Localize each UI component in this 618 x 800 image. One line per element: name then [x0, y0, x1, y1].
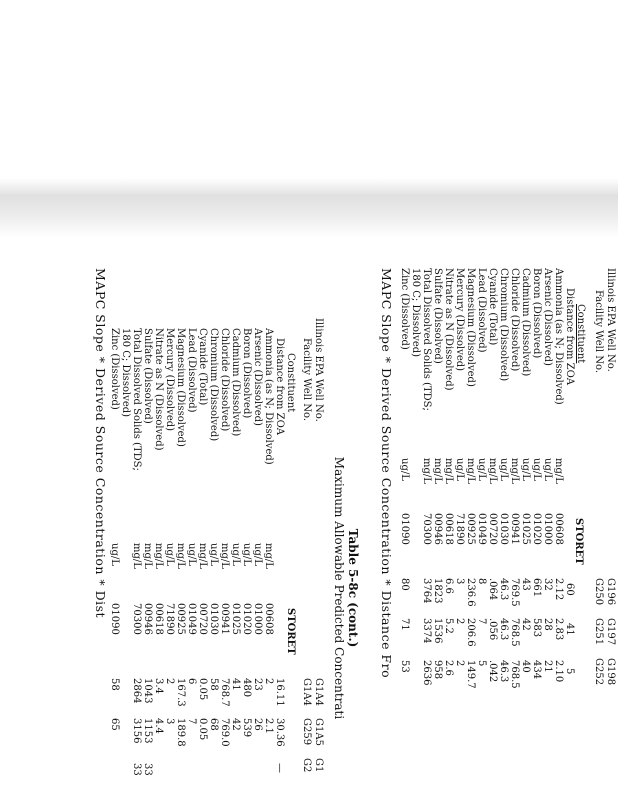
value-column-3 — [109, 763, 274, 776]
value-cell — [410, 578, 421, 607]
table-subtitle: Maximum Allowable Predicted Concentrati — [332, 456, 346, 720]
value-cell: 189.8 — [175, 718, 186, 747]
well-no-label: Illinois EPA Well No. — [605, 268, 616, 372]
value-cell: 539 — [241, 718, 252, 738]
unit-cell: mg/L — [263, 543, 274, 569]
distance-value-3: 5 — [564, 668, 575, 675]
distance-value-1: 16.11 — [274, 678, 285, 707]
list-item: Arsenic (Dissolved) — [252, 328, 263, 426]
value-cell: 26 — [252, 718, 263, 731]
well-bottom-3: G2 — [301, 758, 312, 773]
value-cell: .042 — [487, 660, 498, 683]
value-cell — [208, 763, 219, 776]
value-cell: 65 — [109, 718, 120, 731]
unit-cell: mg/L — [487, 458, 498, 484]
storet-cell: 70300 — [131, 603, 142, 635]
value-cell: 2.1 — [263, 718, 274, 734]
value-cell: 8 — [476, 578, 487, 585]
list-item: Chloride (Dissolved) — [509, 268, 520, 372]
value-cell: 6.6 — [443, 578, 454, 594]
storet-cell: 00720 — [197, 603, 208, 635]
list-item: Cadmium (Dissolved) — [230, 328, 241, 437]
well-bottom-3: G252 — [593, 658, 604, 686]
value-cell: .064 — [487, 578, 498, 601]
footer-formula: MAPC Slope * Derived Source Concentration * Dist — [93, 268, 108, 619]
value-cell: 2864 — [131, 678, 142, 704]
value-cell: 958 — [432, 660, 443, 680]
value-column-2 — [399, 618, 564, 647]
value-cell: 3 — [454, 578, 465, 585]
value-cell — [186, 763, 197, 776]
value-cell: 167.3 — [175, 678, 186, 707]
list-item: Magnesium (Dissolved) — [175, 328, 186, 447]
value-cell — [109, 763, 120, 776]
value-cell: 0.05 — [197, 678, 208, 701]
value-cell: 46.3 — [498, 618, 509, 641]
storet-cell: 00946 — [142, 603, 153, 635]
storet-cell: 00720 — [487, 513, 498, 545]
value-cell: 434 — [531, 660, 542, 680]
value-cell: 43 — [520, 578, 531, 591]
storet-cell: 71890 — [164, 603, 175, 635]
unit-cell — [120, 543, 131, 569]
list-item: Nitrate as N (Dissolved) — [153, 328, 164, 451]
list-item: Chloride (Dissolved) — [219, 328, 230, 432]
value-cell — [120, 678, 131, 707]
value-cell: 42 — [520, 618, 531, 631]
storet-cell: 00618 — [443, 513, 454, 545]
value-column-1 — [399, 578, 564, 607]
well-no-label: Illinois EPA Well No. — [313, 318, 324, 422]
value-cell: 769.5 — [509, 578, 520, 607]
value-cell — [410, 660, 421, 689]
value-cell: 7 — [186, 718, 197, 725]
value-cell: 4.4 — [153, 718, 164, 734]
value-cell: 21 — [542, 660, 553, 673]
value-cell: 7 — [476, 618, 487, 625]
unit-cell: mg/L — [509, 458, 520, 484]
value-cell: 2636 — [421, 660, 432, 686]
table-panel-bottom — [90, 268, 360, 788]
footer-formula: MAPC Slope * Derived Source Concentration * Distance Fro — [379, 268, 394, 679]
well-top-3: G1 — [313, 758, 324, 773]
storet-cell: 01090 — [109, 603, 120, 635]
storet-cell: 01000 — [252, 603, 263, 635]
value-cell: 33 — [142, 763, 153, 776]
value-column-1 — [109, 678, 274, 707]
storet-header: STORET — [573, 518, 584, 565]
storet-cell: 01020 — [241, 603, 252, 635]
value-cell — [175, 763, 186, 776]
value-cell: 58 — [208, 678, 219, 691]
list-item: Ammonia (as N; Dissolved) — [263, 328, 274, 465]
value-cell: 3764 — [421, 578, 432, 604]
unit-cell: mg/L — [175, 543, 186, 569]
unit-column — [109, 543, 274, 569]
constituent-column — [399, 268, 564, 411]
storet-cell: 01025 — [230, 603, 241, 635]
table-panel-top — [353, 268, 618, 788]
unit-cell: mg/L — [219, 543, 230, 569]
well-bottom-1: G1A4 — [301, 678, 312, 706]
list-item: Magnesium (Dissolved) — [465, 268, 476, 387]
value-cell: 80 — [399, 578, 410, 591]
value-cell — [241, 763, 252, 776]
storet-cell: 00941 — [219, 603, 230, 635]
value-cell: 236.6 — [465, 578, 476, 607]
value-cell: 42 — [230, 718, 241, 731]
list-item: Boron (Dissolved) — [241, 328, 252, 419]
value-cell: 33 — [131, 763, 142, 776]
distance-value-3: — — [274, 763, 285, 773]
list-item: Zinc (Dissolved) — [109, 328, 120, 410]
storet-cell: 01030 — [498, 513, 509, 545]
storet-cell: 01030 — [208, 603, 219, 635]
distance-label: Distance from ZOA — [274, 338, 285, 435]
list-item: Sulfate (Dissolved) — [142, 328, 153, 424]
value-cell: 2.6 — [443, 660, 454, 676]
unit-cell: ug/L — [241, 543, 252, 566]
value-cell: 1153 — [142, 718, 153, 744]
value-column-2 — [109, 718, 274, 747]
unit-cell: mg/L — [443, 458, 454, 484]
value-cell: 46.3 — [498, 660, 509, 683]
value-cell: 2.12 — [553, 578, 564, 601]
value-cell: 2.10 — [553, 660, 564, 683]
list-item: Cyanide (Total) — [487, 268, 498, 346]
value-cell: 2.83 — [553, 618, 564, 641]
value-cell: 46.3 — [498, 578, 509, 601]
unit-cell: ug/L — [476, 458, 487, 481]
list-item: Mercury (Dissolved) — [454, 268, 465, 372]
value-cell: 583 — [531, 618, 542, 638]
distance-label: Distance from ZOA — [564, 288, 575, 385]
table-title: Table 5-8c (cont.) — [346, 528, 360, 648]
value-cell: 769.0 — [219, 718, 230, 747]
value-cell: 6 — [186, 678, 197, 685]
storet-cell: 00946 — [432, 513, 443, 545]
value-cell: 1043 — [142, 678, 153, 704]
value-cell: 68 — [208, 718, 219, 731]
value-cell: 28 — [542, 618, 553, 631]
value-cell — [230, 763, 241, 776]
list-item: Ammonia (as N; Dissolved) — [553, 268, 564, 405]
storet-cell: 00925 — [175, 603, 186, 635]
value-cell: 480 — [241, 678, 252, 698]
list-item: Total Dissolved Solids (TDS; — [421, 268, 432, 411]
list-item: Lead (Dissolved) — [476, 268, 487, 353]
unit-cell: ug/L — [164, 543, 175, 566]
value-cell: 206.6 — [465, 618, 476, 647]
value-cell: 2 — [263, 678, 274, 685]
unit-cell: mg/L — [553, 458, 564, 484]
value-cell: 2 — [164, 678, 175, 685]
unit-cell: ug/L — [186, 543, 197, 566]
value-cell — [263, 763, 274, 776]
storet-cell: 01000 — [542, 513, 553, 545]
value-cell: 5.2 — [443, 618, 454, 634]
value-cell: 41 — [230, 678, 241, 691]
value-cell: 3 — [164, 718, 175, 725]
unit-cell: ug/L — [230, 543, 241, 566]
storet-cell: 71890 — [454, 513, 465, 545]
well-top-2: G1A5 — [313, 718, 324, 746]
unit-cell: mg/L — [197, 543, 208, 569]
value-cell — [252, 763, 263, 776]
unit-cell: ug/L — [542, 458, 553, 481]
list-item: Lead (Dissolved) — [186, 328, 197, 413]
storet-cell: 00925 — [465, 513, 476, 545]
storet-cell: 00608 — [553, 513, 564, 545]
unit-cell: mg/L — [421, 458, 432, 484]
list-item: 180 C; Dissolved) — [120, 328, 131, 418]
value-cell: 1823 — [432, 578, 443, 604]
value-cell — [197, 763, 208, 776]
value-cell: 768.5 — [509, 660, 520, 689]
value-cell: 2 — [454, 660, 465, 667]
value-cell: 149.7 — [465, 660, 476, 689]
value-cell — [120, 718, 131, 747]
list-item: Chromium (Dissolved) — [498, 268, 509, 382]
storet-header: STORET — [285, 608, 296, 655]
value-cell: 768.7 — [219, 678, 230, 707]
distance-value-1: 60 — [564, 583, 575, 596]
well-bottom-2: G251 — [593, 618, 604, 646]
storet-cell: 01049 — [186, 603, 197, 635]
storet-cell: 00608 — [263, 603, 274, 635]
well-top-1: G1A4 — [313, 678, 324, 706]
list-item: Mercury (Dissolved) — [164, 328, 175, 432]
list-item: Chromium (Dissolved) — [208, 328, 219, 442]
list-item: Boron (Dissolved) — [531, 268, 542, 359]
unit-cell — [410, 458, 421, 484]
well-top-2: G197 — [605, 618, 616, 646]
value-cell — [120, 763, 131, 776]
value-column-3 — [399, 660, 564, 689]
list-item: Cyanide (Total) — [197, 328, 208, 406]
value-cell: 32 — [542, 578, 553, 591]
storet-cell — [120, 603, 131, 635]
list-item: Sulfate (Dissolved) — [432, 268, 443, 364]
value-cell: 58 — [109, 678, 120, 691]
storet-cell: 01049 — [476, 513, 487, 545]
value-cell: 1536 — [432, 618, 443, 644]
unit-cell: mg/L — [153, 543, 164, 569]
value-cell: 0.05 — [197, 718, 208, 741]
unit-cell: ug/L — [399, 458, 410, 481]
value-cell: 23 — [252, 678, 263, 691]
unit-cell: mg/L — [465, 458, 476, 484]
list-item: Total Dissolved Solids (TDS; — [131, 328, 142, 471]
value-cell: 661 — [531, 578, 542, 598]
unit-cell: ug/L — [109, 543, 120, 566]
constituent-header: Constituent — [285, 353, 296, 413]
well-bottom-2: G259 — [301, 718, 312, 746]
value-cell: 3374 — [421, 618, 432, 644]
value-cell: 71 — [399, 618, 410, 631]
value-cell: .056 — [487, 618, 498, 641]
distance-value-2: 41 — [564, 623, 575, 636]
value-cell: 3.4 — [153, 678, 164, 694]
unit-cell: ug/L — [208, 543, 219, 566]
facility-well-label: Facility Well No. — [593, 290, 604, 373]
list-item: Zinc (Dissolved) — [399, 268, 410, 350]
unit-cell: ug/L — [498, 458, 509, 481]
unit-cell: ug/L — [531, 458, 542, 481]
storet-cell: 01090 — [399, 513, 410, 545]
value-cell: 5 — [476, 660, 487, 667]
unit-cell: mg/L — [142, 543, 153, 569]
storet-cell: 01020 — [531, 513, 542, 545]
unit-column — [399, 458, 564, 484]
storet-column — [399, 513, 564, 545]
value-cell — [164, 763, 175, 776]
list-item: Nitrate as N (Dissolved) — [443, 268, 454, 391]
distance-value-2: 30.36 — [274, 718, 285, 747]
value-cell: 3156 — [131, 718, 142, 744]
storet-cell: 70300 — [421, 513, 432, 545]
value-cell: 2 — [454, 618, 465, 625]
facility-well-label: Facility Well No. — [301, 338, 312, 421]
list-item: 180 C; Dissolved) — [410, 268, 421, 358]
storet-column — [109, 603, 274, 635]
unit-cell: ug/L — [520, 458, 531, 481]
storet-cell: 00941 — [509, 513, 520, 545]
value-cell — [153, 763, 164, 776]
value-cell: 40 — [520, 660, 531, 673]
list-item: Cadmium (Dissolved) — [520, 268, 531, 377]
scan-shadow-band — [0, 178, 618, 238]
unit-cell: ug/L — [252, 543, 263, 566]
unit-cell: mg/L — [131, 543, 142, 569]
unit-cell: mg/L — [432, 458, 443, 484]
value-cell: 53 — [399, 660, 410, 673]
well-top-3: G198 — [605, 658, 616, 686]
well-top-1: G196 — [605, 578, 616, 606]
list-item: Arsenic (Dissolved) — [542, 268, 553, 366]
storet-cell — [410, 513, 421, 545]
constituent-header: Constituent — [575, 304, 586, 364]
value-cell — [410, 618, 421, 647]
constituent-column — [109, 328, 274, 471]
unit-cell: ug/L — [454, 458, 465, 481]
value-cell — [219, 763, 230, 776]
well-bottom-1: G250 — [593, 578, 604, 606]
value-cell: 768.5 — [509, 618, 520, 647]
storet-cell: 00618 — [153, 603, 164, 635]
storet-cell: 01025 — [520, 513, 531, 545]
